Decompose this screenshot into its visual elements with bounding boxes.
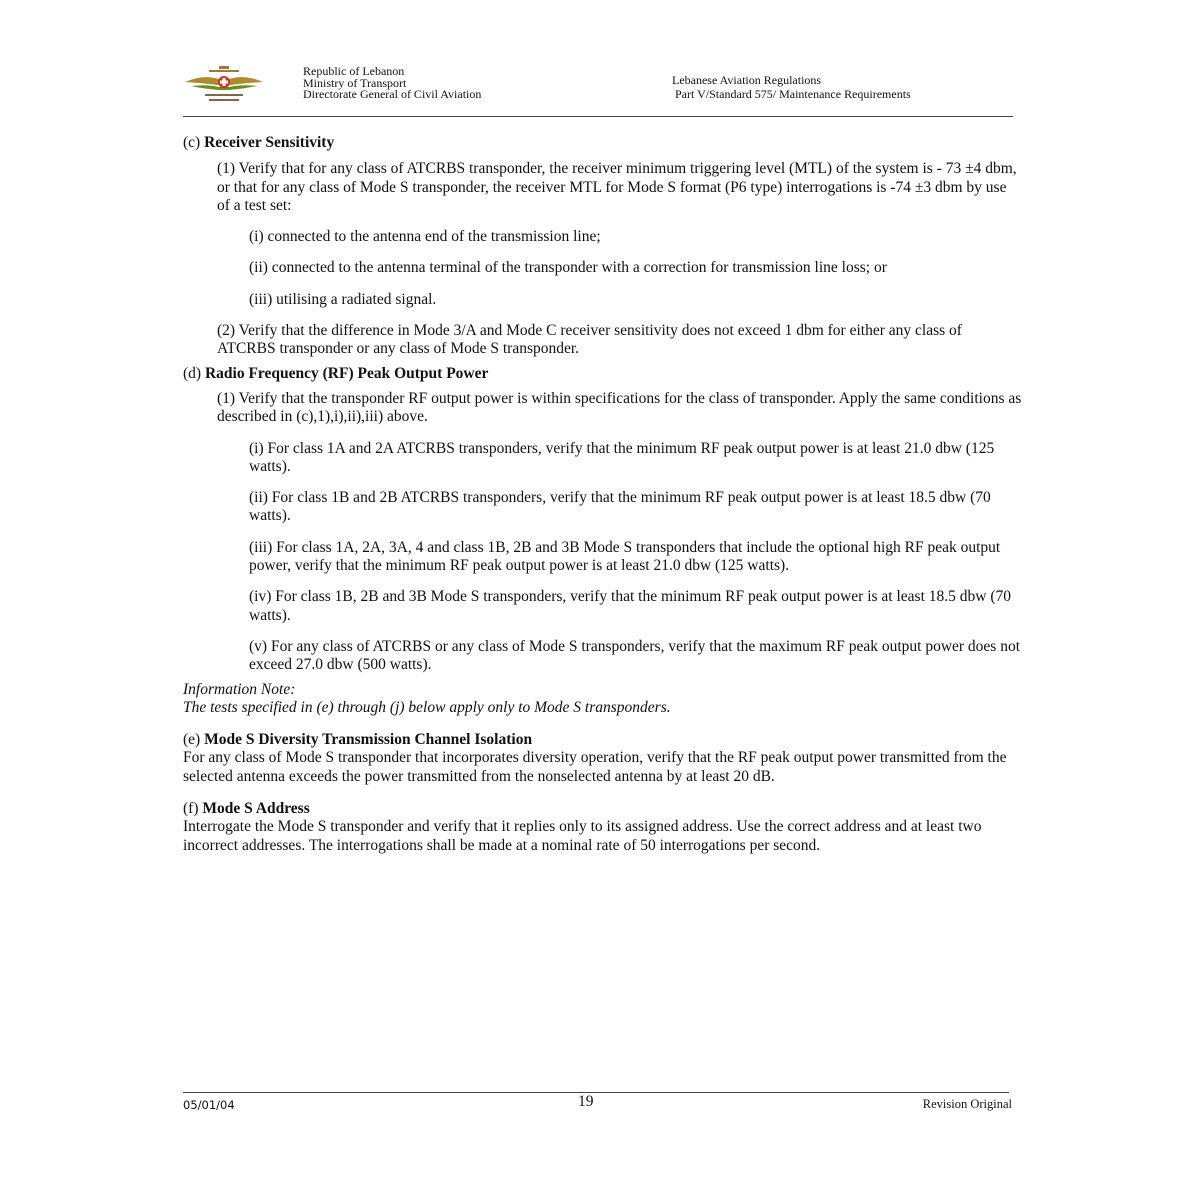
section-d-item-iii: (iii) For class 1A, 2A, 3A, 4 and class 1B, 2B and 3B Mode S transponders that include the optional high RF peak output power, verify that the minimum RF peak output power is at least 21.0 dbw (125 watts). bbox=[249, 538, 1001, 575]
section-d-item-ii: (ii) For class 1B and 2B ATCRBS transponders, verify that the minimum RF peak output power is at least 18.5 dbw (70 watts). bbox=[249, 489, 991, 525]
aviation-emblem-icon bbox=[183, 64, 265, 106]
section-c-item-iii: (iii) utilising a radiated signal. bbox=[249, 290, 437, 308]
header-regulation-part: Part V/Standard 575/ Maintenance Requirements bbox=[675, 86, 911, 101]
section-f-text: Interrogate the Mode S transponder and verify that it replies only to its assigned address. Use the correct address and at least two incorrect addresses. The interrogations shall be made at a nominal rate of 50 interrogations per second. bbox=[183, 818, 982, 854]
section-d-title: Radio Frequency (RF) Peak Output Power bbox=[204, 364, 489, 382]
section-c-heading: (c) Receiver Sensitivity bbox=[183, 134, 335, 151]
section-c-paragraph-2: (2) Verify that the difference in Mode 3/A and Mode C receiver sensitivity does not exceed 1 dbm for either any class of ATCRBS transponder or any class of Mode S transponder. bbox=[217, 322, 962, 358]
page-number: 19 bbox=[578, 1093, 594, 1110]
header-directorate: Directorate General of Civil Aviation bbox=[303, 87, 482, 101]
footer-revision: Revision Original bbox=[922, 1097, 1012, 1111]
footer-date: 05/01/04 bbox=[183, 1098, 235, 1112]
information-note-text: The tests specified in (e) through (j) below apply only to Mode S transponders. bbox=[183, 698, 671, 716]
header-ministry: Ministry of Transport bbox=[303, 75, 407, 90]
header-divider bbox=[183, 116, 1013, 117]
header-regulation bbox=[672, 74, 911, 101]
section-c-paragraph-1: (1) Verify that for any class of ATCRBS transponder, the receiver minimum triggering level (MTL) of the system is - 73 ±4 dbm, or that for any class of Mode S transponder, the receiver MTL for Mode S format (P6 type) interrogations is -74 ±3 dbm by use of a test set: bbox=[217, 160, 1017, 214]
section-e-title: Mode S Diversity Transmission Channel Isolation bbox=[204, 731, 533, 749]
header-regulation-title: Lebanese Aviation Regulations bbox=[672, 73, 822, 87]
section-d-heading: (d) Radio Frequency (RF) Peak Output Power bbox=[183, 364, 489, 382]
information-note-title: Information Note: bbox=[183, 680, 296, 698]
footer-divider bbox=[183, 1092, 1009, 1093]
header-country: Republic of Lebanon bbox=[303, 64, 405, 78]
section-d-item-i: (i) For class 1A and 2A ATCRBS transponders, verify that the minimum RF peak output power is at least 21.0 dbw (125 watts). bbox=[249, 439, 995, 475]
section-f-heading: (f) Mode S Address bbox=[183, 800, 310, 818]
document-body bbox=[183, 134, 1023, 855]
section-e-heading: (e) Mode S Diversity Transmission Channel Isolation bbox=[183, 731, 533, 749]
section-c-item-ii: (ii) connected to the antenna terminal of the transponder with a correction for transmission line loss; or bbox=[249, 259, 887, 277]
section-d-paragraph-1: (1) Verify that the transponder RF output power is within specifications for the class of transponder. Apply the same conditions as described in (c),1),i),ii),iii) above. bbox=[217, 389, 1022, 426]
section-e-text: For any class of Mode S transponder that incorporates diversity operation, verify that the RF peak output power transmitted from the selected antenna exceeds the power transmitted from the nonselected antenna by at least 20 dB. bbox=[183, 749, 1007, 785]
section-c-item-i: (i) connected to the antenna end of the transmission line; bbox=[249, 228, 601, 246]
header-authority bbox=[303, 66, 481, 101]
section-f-title: Mode S Address bbox=[202, 800, 310, 818]
section-d-item-v: (v) For any class of ATCRBS or any class of Mode S transponders, verify that the maximum RF peak output power does not exceed 27.0 dbw (500 watts). bbox=[249, 637, 1021, 674]
section-d-item-iv: (iv) For class 1B, 2B and 3B Mode S transponders, verify that the minimum RF peak output power is at least 18.5 dbw (70 watts). bbox=[249, 588, 1011, 624]
section-c-title: Receiver Sensitivity bbox=[204, 134, 335, 151]
